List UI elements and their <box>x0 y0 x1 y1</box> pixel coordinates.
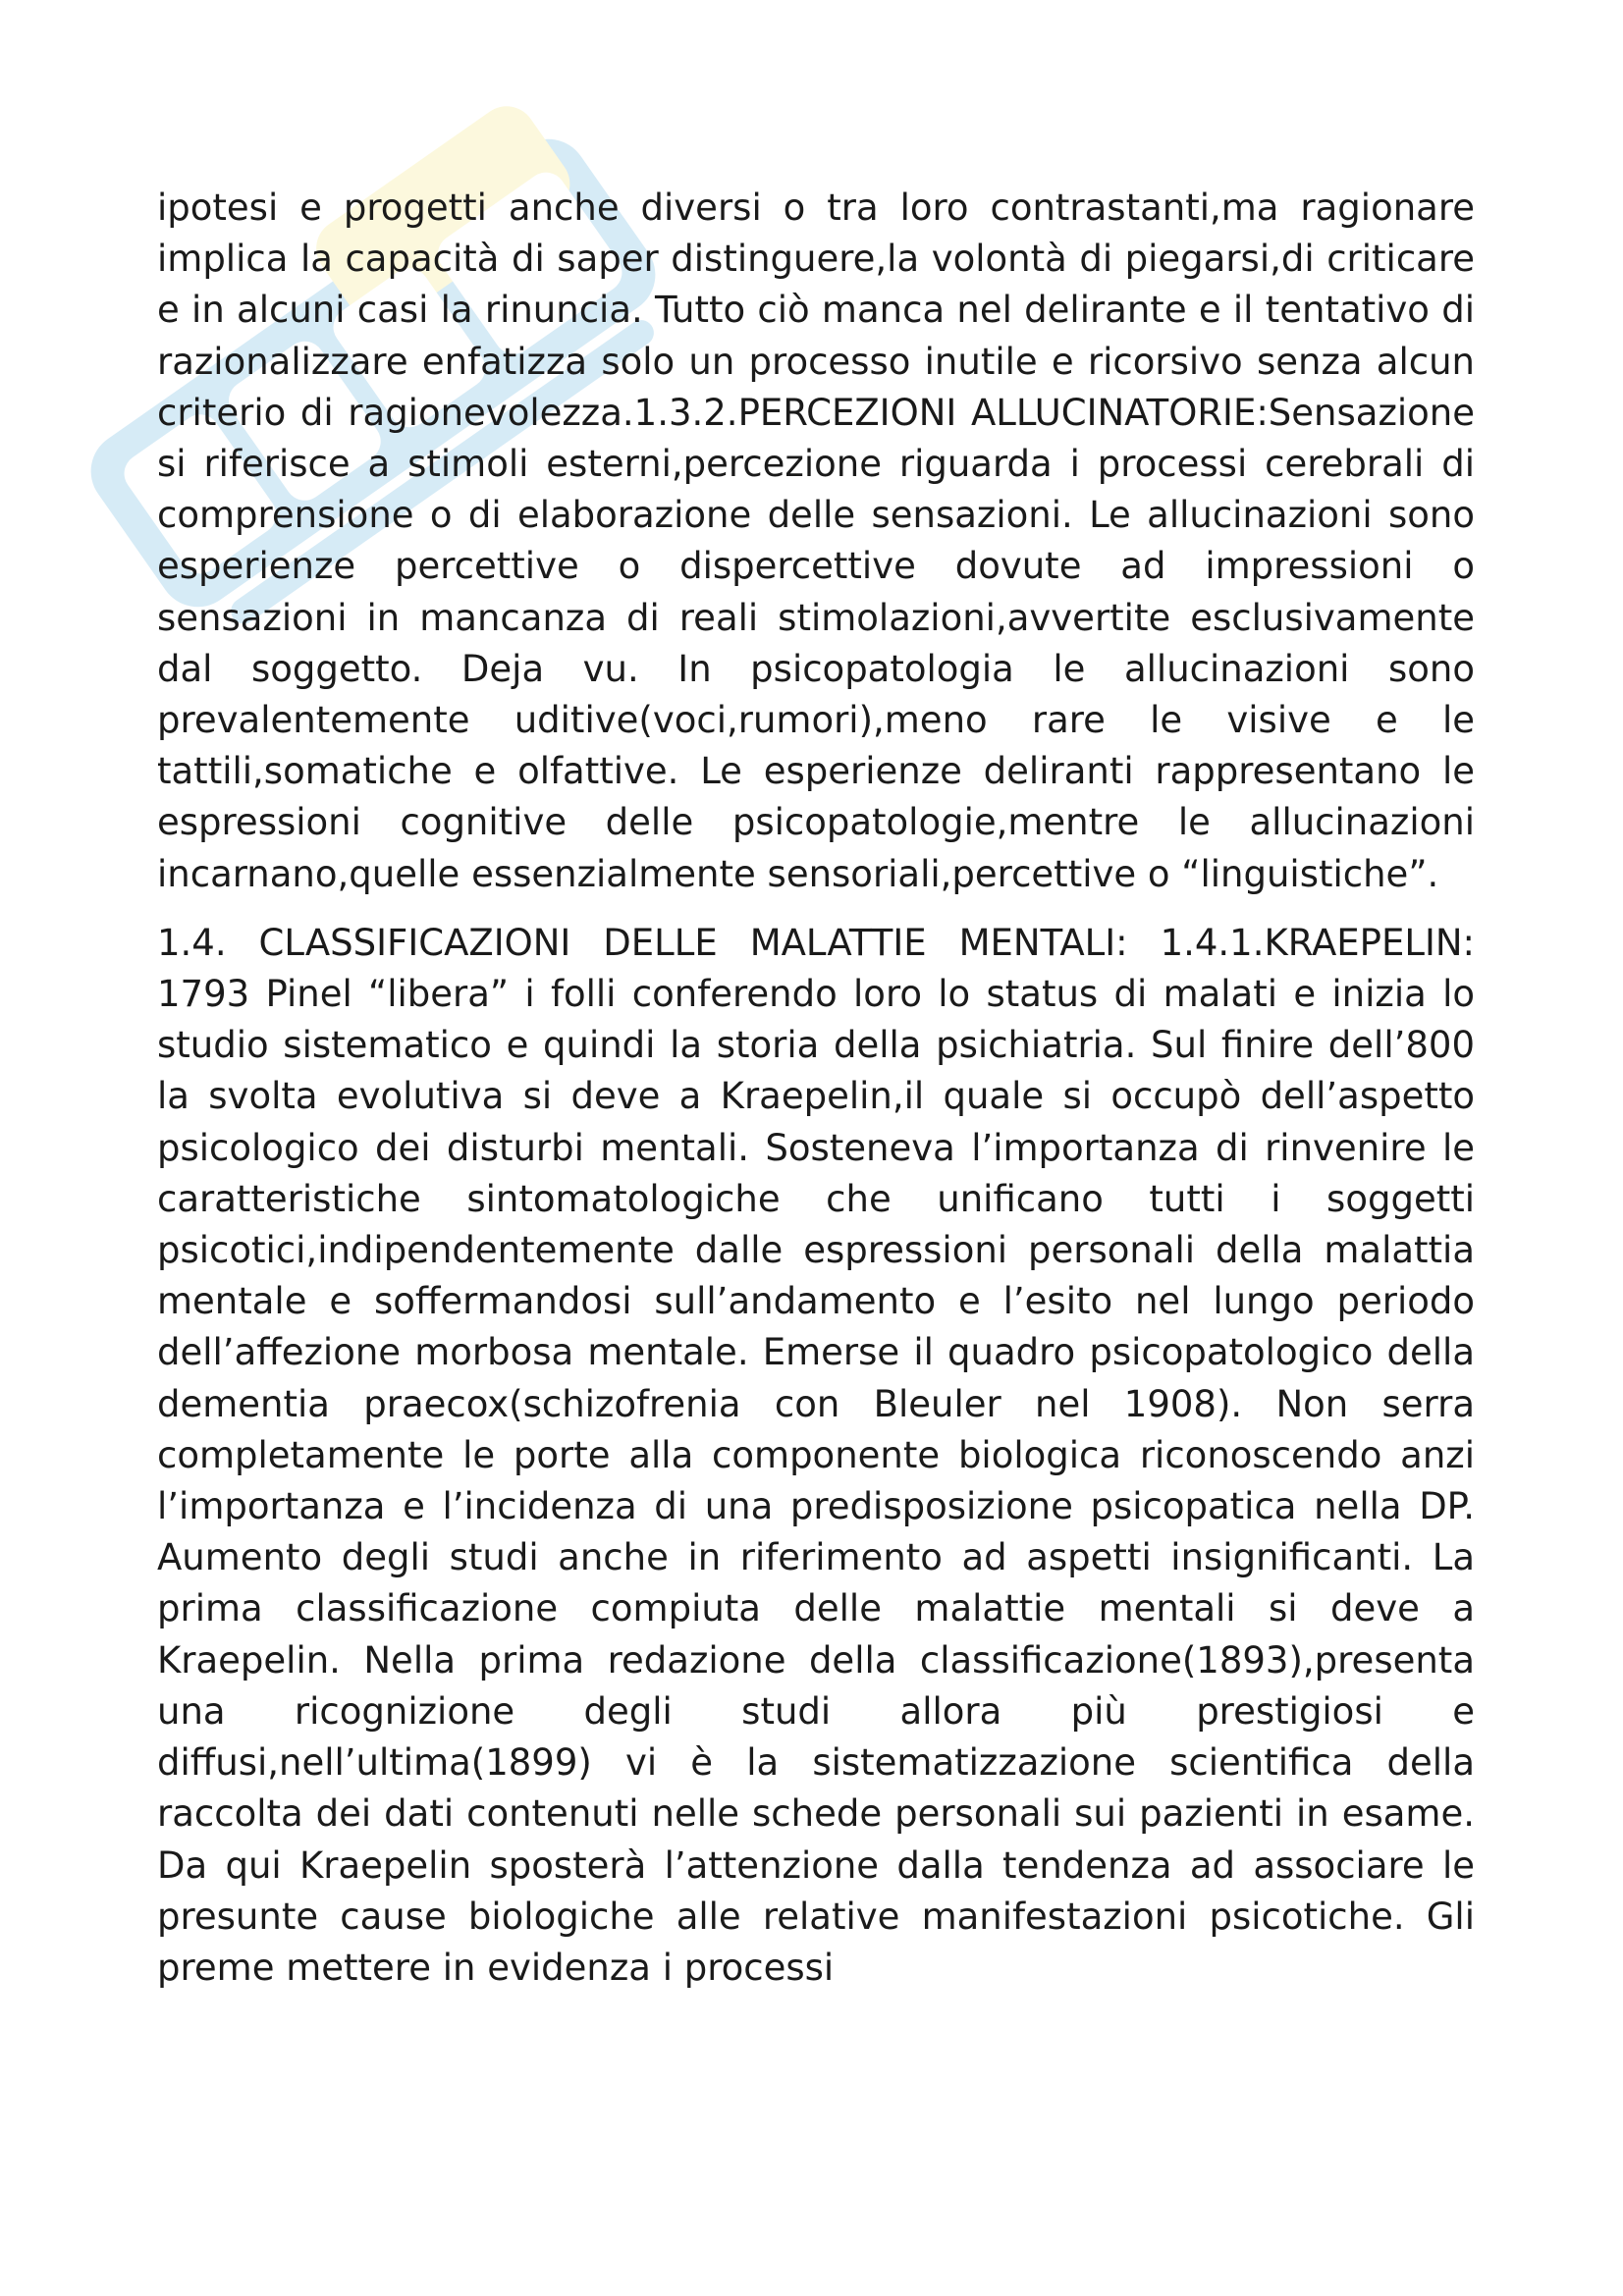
body-text <box>157 183 1475 1994</box>
paragraph-allucinazioni: ipotesi e progetti anche diversi o tra loro contrastanti,ma ragionare implica la capacità di saper distinguere,la volontà di piegarsi,di criticare e in alcuni casi la rinuncia. Tutto ciò manca nel delirante e il tentativo di razionalizzare enfatizza solo un processo inutile e ricorsivo senza alcun criterio di ragionevolezza.1.3.2.PERCEZIONI ALLUCINATORIE:Sensazione si riferisce a stimoli esterni,percezione riguarda i processi cerebrali di comprensione o di elaborazione delle sensazioni. Le allucinazioni sono esperienze percettive o dispercettive dovute ad impressioni o sensazioni in mancanza di reali stimolazioni,avvertite esclusivamente dal soggetto. Deja vu. In psicopatologia le allucinazioni sono prevalentemente uditive(voci,rumori),meno rare le visive e le tattili,somatiche e olfattive. Le esperienze deliranti rappresentano le espressioni cognitive delle psicopatologie,mentre le allucinazioni incarnano,quelle essenzialmente sensoriali,percettive o “linguistiche”. <box>157 187 1475 895</box>
paragraph-classificazioni: 1.4. CLASSIFICAZIONI DELLE MALATTIE MENTALI: 1.4.1.KRAEPELIN: 1793 Pinel “libera” i folli conferendo loro lo status di malati e inizia lo studio sistematico e quindi la storia della psichiatria. Sul finire dell’800 la svolta evolutiva si deve a Kraepelin,il quale si occupò dell’aspetto psicologico dei disturbi mentali. Sosteneva l’importanza di rinvenire le caratteristiche sintomatologiche che unificano tutti i soggetti psicotici,indipendentemente dalle espressioni personali della malattia mentale e soffermandosi sull’andamento e l’esito nel lungo periodo dell’affezione morbosa mentale. Emerse il quadro psicopatologico della dementia praecox(schizofrenia con Bleuler nel 1908). Non serra completamente le porte alla componente biologica riconoscendo anzi l’importanza e l’incidenza di una predisposizione psicopatica nella DP. Aumento degli studi anche in riferimento ad aspetti insignificanti. La prima classificazione compiuta delle malattie mentali si deve a Kraepelin. Nella prima redazione della classificazione(1893),presenta una ricognizione degli studi allora più prestigiosi e diffusi,nell’ultima(1899) vi è la sistematizzazione scientifica della raccolta dei dati contenuti nelle schede personali sui pazienti in esame. Da qui Kraepelin sposterà l’attenzione dalla tendenza ad associare le presunte cause biologiche alle relative manifestazioni psicotiche. Gli preme mettere in evidenza i processi <box>157 921 1475 1989</box>
